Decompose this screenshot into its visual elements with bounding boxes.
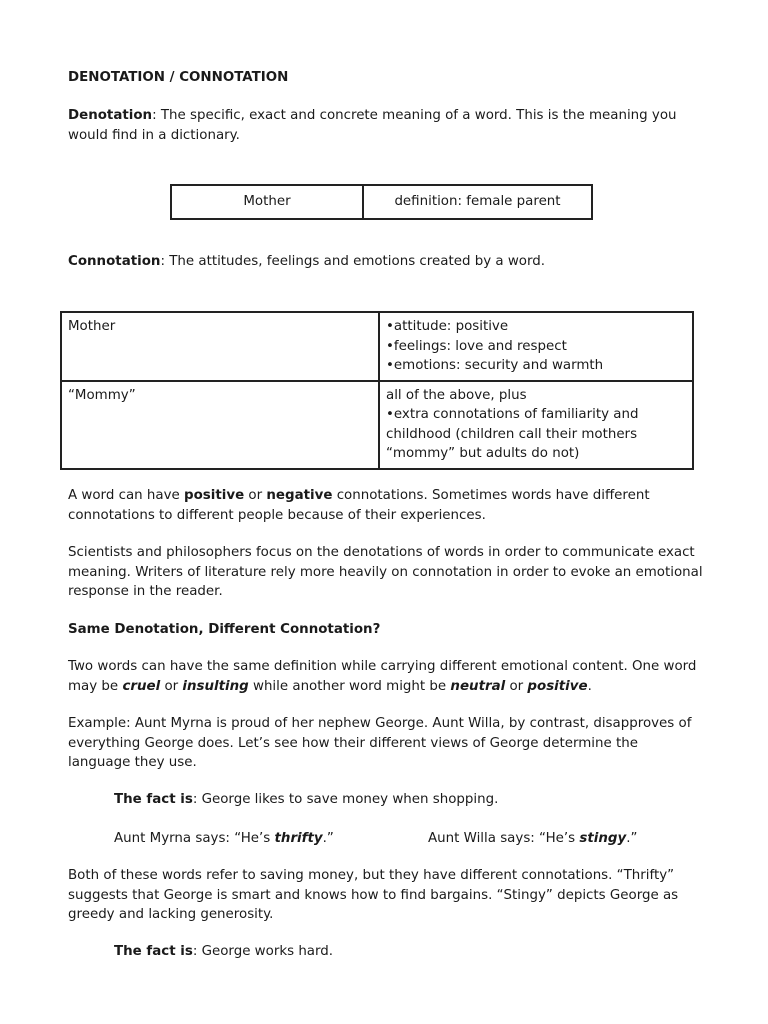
connotation-word-cell: Mother xyxy=(61,312,379,381)
fact-label: The fact is xyxy=(114,944,193,959)
aunt-myrna-quote xyxy=(114,829,414,849)
fact-text: : George works hard. xyxy=(192,944,334,959)
fact-text: : George likes to save money when shopping. xyxy=(192,792,499,807)
emphasis-neutral: neutral xyxy=(450,678,506,694)
connotation-word-cell: “Mommy” xyxy=(61,381,379,469)
list-item: • emotions: security and warmth xyxy=(386,356,686,376)
page-title: DENOTATION / CONNOTATION xyxy=(68,70,289,85)
table-row xyxy=(61,381,693,469)
text-run: connotations. Sometimes words have different connotations to different people because of their experiences. xyxy=(68,488,650,523)
list-item: • extra connotations of familiarity and childhood (children call their mothers “mommy” but adults do not) xyxy=(386,405,686,464)
connotation-details-cell xyxy=(379,381,693,469)
example-paragraph: Example: Aunt Myrna is proud of her nephew George. Aunt Willa, by contrast, disapproves of everything George does. Let’s see how their different views of George determine the language they use. xyxy=(68,716,692,770)
list-item: • feelings: love and respect xyxy=(386,337,686,357)
list-item: all of the above, plus xyxy=(386,387,527,403)
text-run: .” xyxy=(626,831,638,846)
aunt-willa-quote xyxy=(428,829,698,849)
table-row xyxy=(171,185,592,219)
denotation-term: Denotation xyxy=(68,108,153,123)
text-run: .” xyxy=(322,831,334,846)
connotation-term: Connotation xyxy=(68,254,161,269)
positive-negative-paragraph xyxy=(68,486,704,525)
emphasis-cruel: cruel xyxy=(122,678,161,694)
text-run: or xyxy=(244,488,267,503)
two-words-paragraph xyxy=(68,657,704,696)
text-run: while another word might be xyxy=(248,678,451,694)
table-row xyxy=(61,312,693,381)
denotation-text: : The specific, exact and concrete meaning of a word. This is the meaning you would find in a dictionary. xyxy=(68,108,677,143)
emphasis-negative: negative xyxy=(266,488,333,503)
text-run: . xyxy=(587,678,592,694)
connotation-definition xyxy=(68,252,704,272)
denotation-definition-cell: definition: female parent xyxy=(363,185,592,219)
emphasis-insulting: insulting xyxy=(182,678,249,694)
text-run: Two words can have the same definition while carrying different emotional content. One word may be xyxy=(68,659,697,694)
section-heading: Same Denotation, Different Connotation? xyxy=(68,622,381,637)
fact-label: The fact is xyxy=(114,792,193,807)
denotation-table xyxy=(170,184,593,220)
connotation-table xyxy=(60,311,694,470)
emphasis-stingy: stingy xyxy=(579,831,627,846)
fact-line xyxy=(114,790,750,810)
text-run: or xyxy=(505,678,528,694)
denotation-definition xyxy=(68,106,704,145)
scientists-paragraph: Scientists and philosophers focus on the denotations of words in order to communicate exact meaning. Writers of literature rely more heavily on connotation in order to evoke an emotional response in the reader. xyxy=(68,545,703,599)
text-run: Aunt Willa says: “He’s xyxy=(428,831,580,846)
text-run: Aunt Myrna says: “He’s xyxy=(114,831,275,846)
emphasis-thrifty: thrifty xyxy=(274,831,323,846)
both-words-paragraph: Both of these words refer to saving money, but they have different connotations. “Thrifty” suggests that George is smart and knows how to find bargains. “Stingy” depicts George as greedy and lacking generosity. xyxy=(68,868,679,922)
emphasis-positive: positive xyxy=(527,678,588,694)
text-run: or xyxy=(160,678,183,694)
list-item: • attitude: positive xyxy=(386,317,686,337)
text-run: A word can have xyxy=(68,488,185,503)
denotation-word-cell: Mother xyxy=(171,185,363,219)
connotation-details-cell xyxy=(379,312,693,381)
connotation-text: : The attitudes, feelings and emotions created by a word. xyxy=(160,254,546,269)
emphasis-positive: positive xyxy=(184,488,245,503)
fact-line xyxy=(114,942,750,962)
